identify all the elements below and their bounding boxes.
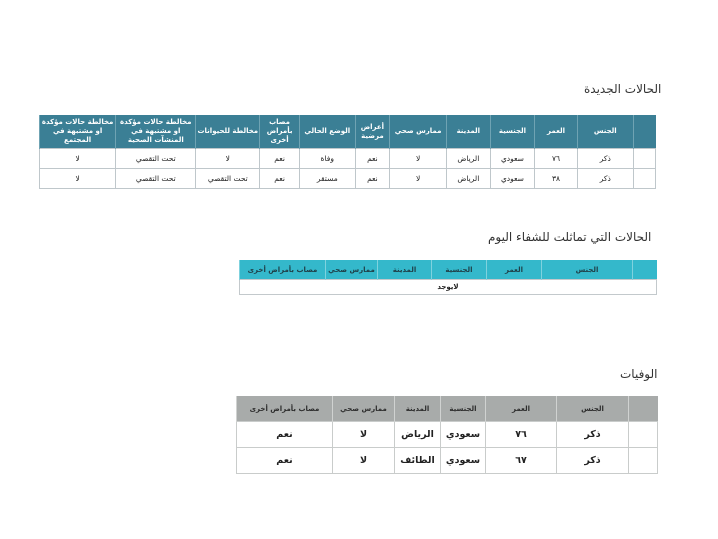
column-header: مخالطة حالات مؤكدة او مشتبهة في المجتمع [40,115,116,149]
column-header: الجنس [542,260,633,280]
column-header: المدينة [378,260,432,280]
column-header [633,260,657,280]
table-cell: ٧٦ [486,422,557,448]
table-cell: تحت التقصي [196,169,260,189]
table-cell: نعم [260,169,300,189]
table-cell: تحت التقصي [116,169,196,189]
column-header: العمر [486,396,557,422]
table-cell: سعودي [490,169,535,189]
new-cases-title: الحالات الجديدة [584,82,662,96]
table-cell: ٦٧ [486,448,557,474]
column-header: مخالطة حالات مؤكدة او مشتبهة في المنشآت الصحية [116,115,196,149]
table-cell: لا [333,448,395,474]
table-cell: سعودي [441,422,486,448]
column-header: العمر [487,260,542,280]
table-cell: الطائف [395,448,441,474]
table-header-row [40,115,656,149]
table-cell: نعم [355,169,390,189]
column-header: الجنسية [490,115,535,149]
empty-state-text: لايوجد [240,280,657,295]
table-cell: الرياض [447,149,491,169]
table-cell: نعم [237,422,333,448]
table-cell [633,169,655,189]
column-header: الجنس [557,396,629,422]
table-cell: نعم [237,448,333,474]
column-header: مصاب بأمراض أخرى [237,396,333,422]
new-cases-table [39,115,656,189]
column-header: العمر [535,115,578,149]
column-header [633,115,655,149]
table-cell: لا [333,422,395,448]
table-cell: ذكر [557,422,629,448]
deaths-table [236,396,658,474]
table-cell: ذكر [577,149,633,169]
table-header-row [237,396,658,422]
column-header: مصاب بأمراض أخرى [240,260,326,280]
table-cell: مستقر [299,169,355,189]
column-header: ممارس صحي [390,115,447,149]
table-cell: لا [40,149,116,169]
deaths-title: الوفيات [620,367,658,381]
column-header: المدينة [395,396,441,422]
recovered-title: الحالات التي تماثلت للشفاء اليوم [488,230,652,244]
table-cell: تحت التقصي [116,149,196,169]
table-cell: نعم [260,149,300,169]
table-cell: سعودي [441,448,486,474]
table-cell: وفاة [299,149,355,169]
column-header: ممارس صحي [326,260,378,280]
column-header: مخالطة للحيوانات [196,115,260,149]
table-cell: ٧٦ [535,149,578,169]
table-row [40,169,656,189]
table-cell: سعودي [490,149,535,169]
table-header-row [240,260,657,280]
table-cell: لا [196,149,260,169]
column-header [629,396,658,422]
table-cell [629,422,658,448]
table-cell: لا [40,169,116,189]
recovered-table [239,260,657,295]
table-cell: ٣٨ [535,169,578,189]
table-cell: لا [390,149,447,169]
table-row [237,448,658,474]
table-cell [629,448,658,474]
table-cell: ذكر [577,169,633,189]
column-header: المدينة [447,115,491,149]
table-cell: لا [390,169,447,189]
column-header: الجنس [577,115,633,149]
table-cell: نعم [355,149,390,169]
table-row [240,280,657,295]
table-row [40,149,656,169]
column-header: الجنسية [432,260,487,280]
table-cell: الرياض [395,422,441,448]
table-cell [633,149,655,169]
column-header: مصاب بأمراض أخرى [260,115,300,149]
table-row [237,422,658,448]
column-header: أعراض مرضية [355,115,390,149]
table-cell: ذكر [557,448,629,474]
column-header: الوضع الحالي [299,115,355,149]
table-cell: الرياض [447,169,491,189]
column-header: الجنسية [441,396,486,422]
column-header: ممارس صحي [333,396,395,422]
